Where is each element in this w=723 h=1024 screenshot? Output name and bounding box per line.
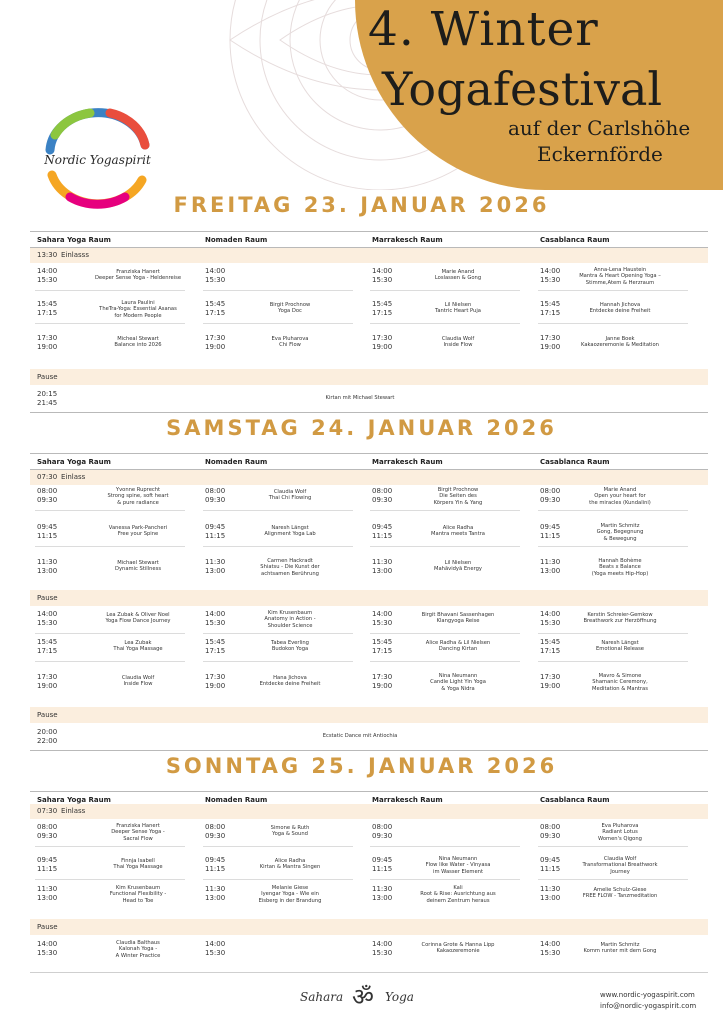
session-text: Candle Light Yin Yoga [430,679,486,686]
day-heading: FREITAG 23. JANUAR 2026 [173,193,550,217]
slot-start: 17:30 [37,334,58,342]
opening-band [30,470,708,485]
slot-end: 17:15 [37,309,58,317]
session-text: Kali [453,885,463,891]
slot-end: 17:15 [372,309,393,317]
session-text: Corinna Grote & Hanna Lipp [421,942,495,948]
slot-start: 17:30 [540,334,561,342]
session-text: Claudia Wolf [121,675,155,681]
session-text: Claudia Wolf [603,856,637,862]
day-heading: SAMSTAG 24. JANUAR 2026 [166,416,557,440]
website-link[interactable]: www.nordic-yogaspirit.com [600,991,695,999]
session-text: Nina Neumann [438,856,478,862]
evening-start: 20:15 [37,390,58,398]
session-text: Vanessa Park-Pancheri [108,525,168,531]
room-header: Sahara Yoga Raum [37,458,111,466]
session-text: for Modern People [114,312,162,319]
slot-start: 11:30 [37,558,58,566]
session-text: Lil Nielsen [444,302,472,308]
session-text: Kerstin Schreier-Gemkow [587,612,653,618]
slot-start: 14:00 [205,610,226,618]
slot-end: 11:15 [372,865,393,873]
slot-end: 13:00 [37,567,58,575]
session-text: deinem Zentrum heraus [426,897,490,904]
slot-end: 13:00 [372,567,393,575]
slot-start: 09:45 [205,523,226,531]
slot-end: 09:30 [205,832,226,840]
slot-end: 15:30 [37,619,58,627]
session-text: Shamanic Ceremony, [592,679,648,686]
session-text: Lea Zubak [124,640,152,646]
slot-end: 09:30 [540,832,561,840]
email-link[interactable]: info@nordic-yogaspirit.com [600,1002,697,1010]
opening-label: Einlass [61,807,86,815]
slot-end: 19:00 [205,682,226,690]
session-text: Mantra meets Tantra [431,531,485,538]
session-text: Hannah Bohème [598,558,642,564]
session-text: Alice Radha & Lil Nielsen [425,640,491,646]
session-text: Carmen Hackradt [267,558,313,564]
pause-label: Pause [37,923,58,931]
session-text: Komm runter mit dem Gong [583,948,657,955]
opening-band [30,248,708,263]
session-text: Tantric Heart Puja [435,308,481,315]
session-text: Birgit Prochnow [437,487,479,493]
session-text: Open your heart for [594,493,646,500]
session-text: Claudia Wolf [441,336,475,342]
slot-end: 15:30 [540,619,561,627]
slot-start: 08:00 [372,823,393,831]
session-text: Stimme,Atem & Herzraum [585,279,655,286]
session-text: Alice Radha [274,858,306,864]
sahara-yoga-logo [300,982,430,1010]
session-text: Die Seiten des [439,493,477,500]
slot-end: 11:15 [205,532,226,540]
session-text: Thai Yoga Massage [113,864,163,871]
slot-end: 17:15 [205,309,226,317]
pause-band [30,919,708,935]
session-text: Hannah Jichova [599,302,641,308]
evening-start: 20:00 [37,728,58,736]
room-header: Sahara Yoga Raum [37,796,111,804]
session-text: Klangyoga Reise [436,618,480,625]
session-text: Shoulder Science [267,622,313,629]
slot-start: 15:45 [372,300,393,308]
room-header: Nomaden Raum [205,236,268,244]
session-text: Deeper Sense Yoga - [111,829,165,836]
session-text: Anna-Lena Haustein [593,267,647,273]
slot-end: 19:00 [205,343,226,351]
session-text: & pure radiance [117,499,159,506]
session-text: Iyengar Yoga - Wie ein [261,891,319,898]
slot-start: 08:00 [205,823,226,831]
slot-start: 17:30 [205,334,226,342]
session-text: Breathwork zur Herzöffnung [583,618,657,625]
session-text: (Yoga meets Hip-Hop) [591,570,649,577]
session-text: Free your Spine [117,531,159,538]
session-text: Alice Radha [442,525,474,531]
slot-end: 17:15 [372,647,393,655]
opening-time: 13:30 [37,251,58,259]
slot-start: 09:45 [37,523,58,531]
slot-start: 11:30 [540,885,561,893]
session-text: Journey [610,868,630,875]
footer-brand-left: Sahara [300,990,344,1004]
session-text: & Yoga Nidra [441,685,475,692]
slot-end: 15:30 [372,276,393,284]
session-text: Mantra & Heart Opening Yoga – [579,273,661,280]
session-text: TheTra-Yoga: Essential Asanas [99,306,177,313]
slot-start: 14:00 [372,267,393,275]
slot-start: 15:45 [205,638,226,646]
session-text: Entdecke deine Freiheit [259,681,321,688]
session-text: Claudia Balthaus [116,940,160,946]
session-text: Kirtan & Mantra Singen [259,864,321,871]
session-text: Finnja Isabell [121,858,155,864]
slot-end: 11:15 [372,532,393,540]
opening-time: 07:30 [37,473,58,481]
session-text: Birgit Bhavani Sassenhagen [421,612,495,618]
slot-end: 15:30 [540,276,561,284]
slot-end: 13:00 [37,894,58,902]
session-text: Loslassen & Gong [434,275,482,282]
slot-start: 14:00 [372,940,393,948]
slot-end: 15:30 [372,619,393,627]
slot-start: 11:30 [205,558,226,566]
slot-start: 11:30 [372,885,393,893]
session-text: Beats x Balance [599,564,641,571]
session-text: Eva Pluharova [271,336,309,342]
slot-end: 19:00 [372,343,393,351]
slot-end: 15:30 [205,949,226,957]
slot-start: 14:00 [37,267,58,275]
slot-start: 17:30 [372,334,393,342]
session-text: Mavro & Simone [598,673,642,679]
session-text: Kim Krusenbaum [115,885,161,891]
slot-end: 17:15 [205,647,226,655]
session-text: Emotional Release [596,646,644,653]
room-header: Marrakesch Raum [372,458,443,466]
session-text: Yvonne Ruprecht [115,487,161,493]
footer-brand-right: Yoga [385,990,414,1004]
session-text: Kakaozeremonie [436,948,480,955]
slot-start: 15:45 [540,638,561,646]
session-text: Thai Yoga Massage [113,646,163,653]
slot-end: 11:15 [37,865,58,873]
session-text: Mahāvidyā Energy [434,566,482,573]
pause-label: Pause [37,711,58,719]
slot-end: 11:15 [540,865,561,873]
slot-end: 13:00 [205,567,226,575]
session-text: Shiatsu - Die Kunst der [260,564,320,571]
session-text: Deeper Sense Yoga - Heldenreise [94,275,182,282]
session-text: Martin Schmitz [600,523,640,529]
title-line-1: 4. Winter [368,2,599,57]
slot-end: 09:30 [372,496,393,504]
slot-end: 09:30 [37,496,58,504]
slot-end: 09:30 [540,496,561,504]
session-text: Marie Anand [441,269,475,275]
slot-start: 14:00 [540,267,561,275]
session-text: Strong spine, soft heart [107,493,169,500]
pause-band [30,707,708,723]
slot-start: 11:30 [540,558,561,566]
session-text: Flow like Water - Vinyasa [425,862,491,869]
session-text: Functional Flexibility - [109,891,167,898]
slot-start: 14:00 [37,940,58,948]
session-text: Yoga & Sound [272,831,308,838]
pause-band [30,369,708,385]
session-text: Dynamic Stillness [114,566,162,573]
om-icon: ॐ [352,983,374,1011]
slot-end: 11:15 [205,865,226,873]
pause-label: Pause [37,594,58,602]
slot-start: 08:00 [540,823,561,831]
room-header: Casablanca Raum [540,458,610,466]
session-text: Meditation & Mantras [592,685,648,692]
session-text: Micheal Stewart [117,336,159,342]
title-line-2: Yogafestival [382,62,663,116]
slot-start: 17:30 [540,673,561,681]
slot-end: 09:30 [372,832,393,840]
evening-event: Kirtan mit Michael Stewart [325,395,395,401]
session-text: Hana Jichova [273,675,307,681]
slot-start: 08:00 [205,487,226,495]
slot-end: 19:00 [372,682,393,690]
slot-start: 11:30 [372,558,393,566]
session-text: Inside Flow [443,342,473,349]
session-text: Chi Flow [279,342,301,349]
session-text: Sacral Flow [123,835,153,842]
slot-start: 15:45 [540,300,561,308]
session-text: Naresh Längst [271,525,309,531]
session-text: Gong, Begegnung [596,529,644,536]
session-text: Claudia Wolf [273,489,307,495]
slot-start: 14:00 [37,610,58,618]
slot-start: 17:30 [372,673,393,681]
slot-start: 15:45 [372,638,393,646]
session-text: Martin Schmitz [600,942,640,948]
evening-end: 22:00 [37,737,58,745]
slot-start: 17:30 [205,673,226,681]
session-text: Radiant Lotus [602,829,638,836]
slot-start: 09:45 [540,856,561,864]
slot-end: 15:30 [37,949,58,957]
session-text: Melanie Giese [271,885,309,891]
slot-end: 15:30 [37,276,58,284]
room-header: Casablanca Raum [540,796,610,804]
pause-band [30,590,708,606]
session-text: A Winter Practice [115,952,161,959]
session-text: Kakaozeremonie & Meditation [581,342,659,349]
slot-start: 09:45 [372,856,393,864]
slot-end: 09:30 [37,832,58,840]
slot-end: 19:00 [540,682,561,690]
opening-label: Einlasss [61,251,89,259]
session-text: Root & Rise: Ausrichtung aus [420,891,496,898]
slot-start: 08:00 [540,487,561,495]
session-text: Budokon Yoga [271,646,309,653]
room-header: Casablanca Raum [540,236,610,244]
room-header: Marrakesch Raum [372,796,443,804]
opening-band [30,804,708,819]
title-location: auf der Carlshöhe [508,116,691,140]
slot-start: 14:00 [540,610,561,618]
session-text: im Wasser Element [433,868,483,875]
slot-start: 14:00 [205,940,226,948]
room-header: Sahara Yoga Raum [37,236,111,244]
session-text: Birgit Prochnow [269,302,311,308]
session-text: Amelie Schulz-Giese [593,887,647,893]
session-text: Balance into 2026 [114,342,162,349]
slot-start: 09:45 [372,523,393,531]
slot-end: 15:30 [540,949,561,957]
slot-start: 15:45 [37,638,58,646]
session-text: Head to Toe [122,897,154,904]
slot-end: 17:15 [540,647,561,655]
room-header: Nomaden Raum [205,458,268,466]
slot-end: 13:00 [372,894,393,902]
room-header: Nomaden Raum [205,796,268,804]
slot-end: 15:30 [205,619,226,627]
session-text: Laura Paulini [121,300,155,306]
slot-end: 19:00 [540,343,561,351]
slot-end: 11:15 [540,532,561,540]
title-city: Eckernförde [537,142,663,166]
slot-start: 08:00 [372,487,393,495]
slot-start: 11:30 [205,885,226,893]
slot-end: 09:30 [205,496,226,504]
session-text: Franziska Hanert [116,823,160,829]
session-text: Michael Stewart [117,560,159,566]
session-text: & Bewegung [603,535,637,542]
session-text: Dancing Kirtan [438,646,478,653]
slot-end: 15:30 [205,276,226,284]
opening-label: Einlass [61,473,86,481]
session-text: Kalonah Yoga - [118,946,158,953]
session-text: Lil Nielsen [444,560,472,566]
slot-start: 11:30 [37,885,58,893]
slot-end: 19:00 [37,682,58,690]
session-text: FREE FLOW - Tanzmeditation [582,893,658,900]
slot-end: 17:15 [540,309,561,317]
evening-event: Ecstatic Dance mit Antiochia [322,733,398,739]
slot-end: 11:15 [37,532,58,540]
session-text: Alignment Yoga Lab [264,531,316,538]
session-text: Yoga Doc [278,308,302,315]
slot-start: 08:00 [37,823,58,831]
slot-start: 15:45 [37,300,58,308]
session-text: achtsamen Berührung [261,570,319,577]
session-text: Transformational Breathwork [582,862,658,869]
session-text: Marie Anand [603,487,637,493]
session-text: Nina Neumann [438,673,478,679]
session-text: Simone & Ruth [270,825,310,831]
session-text: Naresh Längst [601,640,639,646]
slot-end: 13:00 [540,567,561,575]
day-heading: SONNTAG 25. JANUAR 2026 [165,754,558,778]
session-text: Thai Chi Flowing [268,495,312,502]
slot-start: 15:45 [205,300,226,308]
session-text: Yoga Flow Dance Journey [105,618,171,625]
session-text: Eisberg in der Brandung [258,897,322,904]
session-text: Körpers Yin & Yang [433,499,483,506]
session-text: Lea Zubak & Oliver Noel [106,612,170,618]
slot-end: 13:00 [540,894,561,902]
session-text: the miracles (Kundalini) [589,499,651,506]
session-text: Janne Boek [605,336,635,342]
session-text: Franziska Hanert [116,269,160,275]
session-text: Anatomy in Action - [264,616,316,623]
pause-label: Pause [37,373,58,381]
slot-end: 15:30 [372,949,393,957]
session-text: Tabea Everling [271,640,309,646]
room-header: Marrakesch Raum [372,236,443,244]
session-text: Inside Flow [123,681,153,688]
slot-start: 14:00 [540,940,561,948]
slot-start: 09:45 [205,856,226,864]
slot-start: 08:00 [37,487,58,495]
slot-end: 13:00 [205,894,226,902]
session-text: Eva Pluharova [601,823,639,829]
session-text: Kim Krusenbaum [267,610,313,616]
evening-end: 21:45 [37,399,58,407]
slot-start: 14:00 [205,267,226,275]
slot-start: 14:00 [372,610,393,618]
slot-start: 09:45 [37,856,58,864]
slot-end: 19:00 [37,343,58,351]
slot-start: 09:45 [540,523,561,531]
slot-end: 17:15 [37,647,58,655]
slot-start: 17:30 [37,673,58,681]
session-text: Women's Qigong [598,835,642,842]
opening-time: 07:30 [37,807,58,815]
session-text: Entdecke deine Freiheit [589,308,651,315]
logo-name: Nordic Yogaspirit [44,153,151,167]
